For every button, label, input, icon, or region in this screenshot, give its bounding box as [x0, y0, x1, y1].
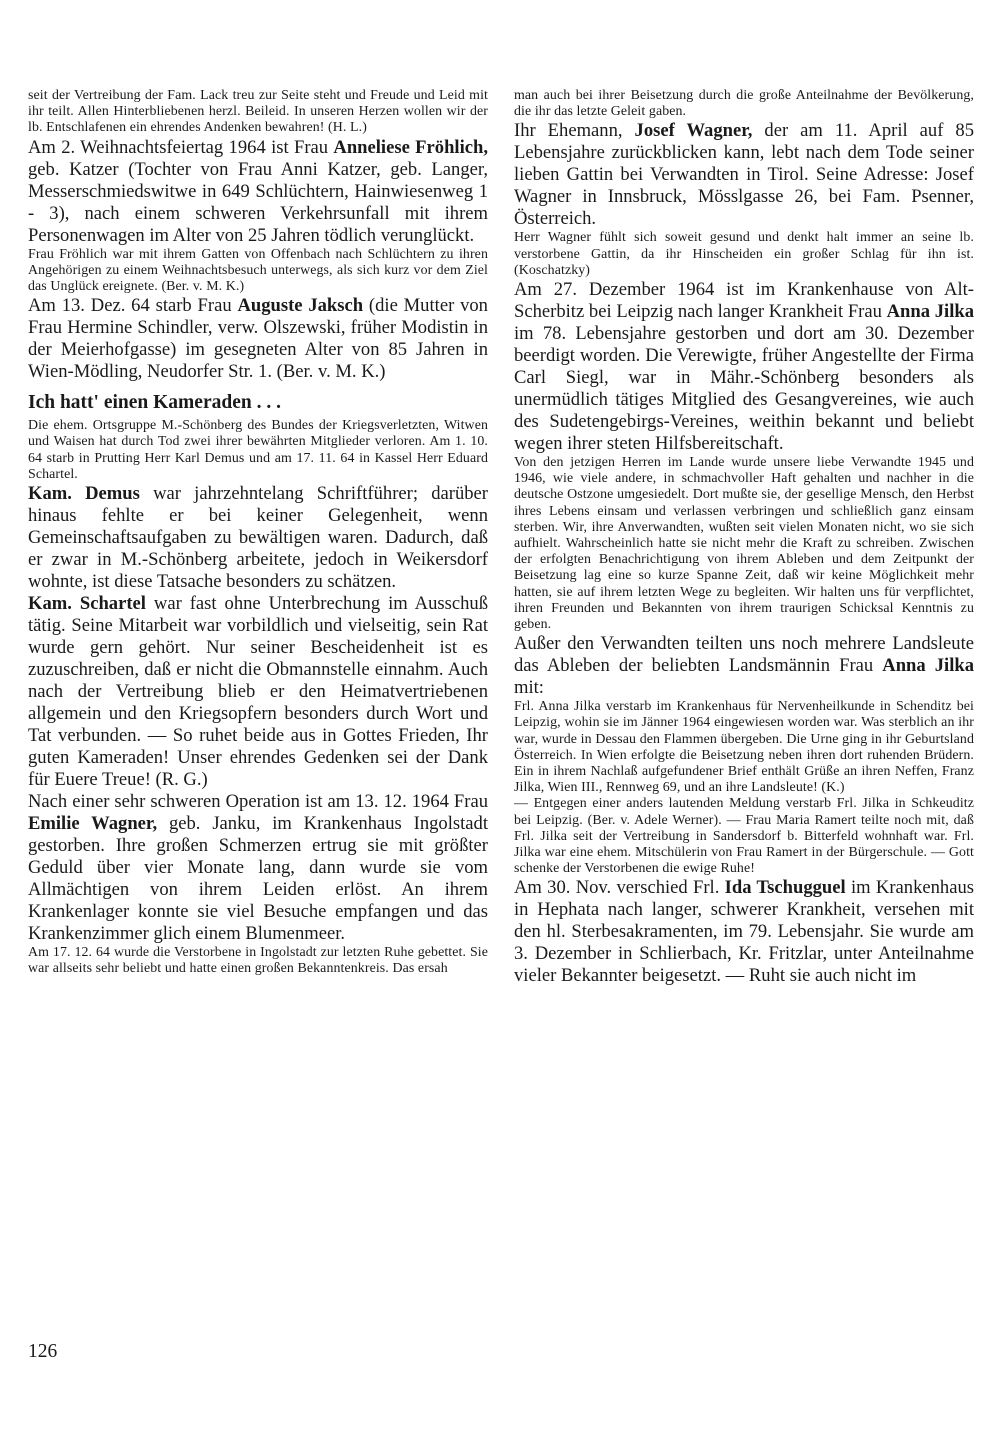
emphasized-name: Anna Jilka: [886, 301, 974, 323]
paragraph: [28, 295, 488, 383]
text-run: Am 13. Dez. 64 starb Frau: [28, 295, 238, 317]
left-column: [28, 88, 488, 1432]
section-heading: [28, 390, 488, 415]
paragraph: [28, 418, 488, 483]
page-number: 126: [28, 1341, 58, 1362]
text-run: man auch bei ihrer Beisetzung durch die große Anteilnahme der Bevölkerung, die ihr das letzte Geleit gaben.: [514, 88, 974, 120]
paragraph: [514, 88, 974, 120]
paragraph: [514, 699, 974, 796]
emphasized-name: Auguste Jaksch: [237, 295, 364, 317]
paragraph: [514, 230, 974, 279]
emphasized-name: Emilie Wagner,: [28, 813, 158, 835]
paragraph: [514, 633, 974, 699]
emphasized-name: Kam. Schartel: [28, 593, 146, 615]
text-run: Nach einer sehr schweren Operation ist am 13. 12. 1964 Frau: [28, 791, 488, 813]
paragraph: [28, 88, 488, 137]
paragraph: [514, 455, 974, 633]
text-run: Von den jetzigen Herren im Lande wurde unsere liebe Verwandte 1945 und 1946, wie viele andere, in schmachvoller Haft gehalten und nachher in die deutsche Ostzone umgesiedelt. Dort mußte sie, der gesellige Mensch, den Herbst ihres Lebens einsam und verlassen verbringen und schließlich ganz einsam sterben. Wir, ihre Anverwandten, wußten seit vielen Monaten nicht, wo sie sich aufhielt. Wahrscheinlich hatte sie nicht mehr die Kraft zu schreiben. Zwischen der erfolgten Benachrichtigung von ihrem Ableben und dem Zeitpunkt der Beisetzung lag eine so kurze Spanne Zeit, daß wir keine Möglichkeit mehr hatten, sie auf ihrem letzten Wege zu begleiten. Wir halten uns für verpflichtet, ihren Freunden und Bekannten von ihrem traurigen Schicksal Kenntnis zu geben.: [514, 455, 974, 633]
emphasized-name: Anna Jilka: [882, 655, 974, 677]
paragraph: [28, 945, 488, 977]
text-run: — Entgegen einer anders lautenden Meldung verstarb Frl. Jilka in Schkeuditz bei Leipzig. (Ber. v. Adele Werner). — Frau Maria Ramert teilte noch mit, daß Frl. Jilka seit der Vertreibung in Sandersdorf b. Bitterfeld wohnhaft war. Frl. Jilka war eine ehem. Mitschülerin von Frau Ramert in der Bürgerschule. — Gott schenke der Verstorbenen die ewige Ruhe!: [514, 796, 974, 877]
text-run: Die ehem. Ortsgruppe M.-Schönberg des Bundes der Kriegsverletzten, Witwen und Waisen hat durch Tod zwei ihrer bewährten Mitglieder verloren. Am 1. 10. 64 starb in Prutting Herr Karl Demus und am 17. 11. 64 in Kassel Herr Eduard Schartel.: [28, 418, 488, 482]
text-run: mit:: [514, 677, 544, 699]
paragraph: [514, 120, 974, 230]
text-run: geb. Katzer (Tochter von Frau Anni Katzer, geb. Langer, Messerschmiedswitwe in 649 Schlüchtern, Hainwiesenweg 1 - 3), nach einem schweren Verkehrsunfall mit ihrem Personenwagen im Alter von 25 Jahren tödlich verunglückt.: [28, 158, 488, 246]
text-run: Frau Fröhlich war mit ihrem Gatten von Offenbach nach Schlüchtern zu ihren Angehörigen zu einem Weihnachtsbesuch unterwegs, als sich kurz vor dem Ziel das Unglück ereignete. (Ber. v. M. K.): [28, 246, 488, 295]
emphasized-name: Ida Tschugguel: [724, 877, 846, 899]
text-run: (die Mutter von Frau Hermine Schindler, verw. Olszewski, früher Modistin in der Meierhofgasse) im gesegneten Alter von 85 Jahren in Wien-Mödling, Neudorfer Str. 1. (Ber. v. M. K.): [28, 295, 488, 383]
paragraph: [514, 279, 974, 455]
emphasized-name: Anneliese Fröhlich,: [333, 136, 488, 158]
text-run: Am 17. 12. 64 wurde die Verstorbene in Ingolstadt zur letzten Ruhe gebettet. Sie war allseits sehr beliebt und hatte einen großen Bekanntenkreis. Das ersah: [28, 945, 488, 977]
paragraph: [28, 247, 488, 296]
emphasized-name: Ich hatt' einen Kameraden . . .: [28, 392, 281, 414]
text-run: Am 27. Dezember 1964 ist im Krankenhause von Alt-Scherbitz bei Leipzig nach langer Krankheit Frau: [514, 279, 974, 323]
paragraph: [28, 593, 488, 791]
text-run: war jahrzehntelang Schriftführer; darüber hinaus fehlte er bei keiner Gelegenheit, wenn Gemeinschaftsaufgaben zu bewältigen waren. Dadurch, daß er zwar in M.-Schönberg arbeitete, jedoch in Weikersdorf wohnte, ist diese Tatsache besonders zu schätzen.: [28, 483, 488, 593]
text-run: seit der Vertreibung der Fam. Lack treu zur Seite steht und Freude und Leid mit ihr teilt. Allen Hinterbliebenen herzl. Beileid. In unseren Herzen wollen wir der lb. Entschlafenen ein ehrendes Andenken bewahren! (H. L.): [28, 88, 488, 136]
text-run: Am 30. Nov. verschied Frl.: [514, 877, 725, 899]
paragraph: [514, 877, 974, 987]
emphasized-name: Josef Wagner,: [634, 120, 753, 142]
paragraph: [28, 791, 488, 945]
text-run: Ihr Ehemann,: [514, 120, 635, 142]
text-run: Frl. Anna Jilka verstarb im Krankenhaus für Nervenheilkunde in Schenditz bei Leipzig, wohin sie im Jänner 1964 eingewiesen worden war. Was sterblich an ihr war, wurde in Dessau den Flammen übergeben. Die Urne ging in ihr Geburtsland Österreich. In Wien erfolgte die Beisetzung neben ihren dort ruhenden Brüdern. Ein in ihrem Nachlaß aufgefundener Brief enthält Grüße an ihren Neffen, Franz Jilka, Wien III., Rennweg 69, und an ihre Landsleute! (K.): [514, 699, 974, 796]
emphasized-name: Kam. Demus: [28, 483, 140, 505]
text-run: im 78. Lebensjahre gestorben und dort am 30. Dezember beerdigt worden. Die Verewigte, früher Angestellte der Firma Carl Siegl, war in Mähr.-Schönberg besonders als unermüdlich tätiges Mitglied des Gesangvereines, wie auch des Sudetengebirgs-Vereines, weithin bekannt und beliebt wegen ihrer steten Hilfsbereitschaft.: [514, 323, 974, 455]
text-run: im Krankenhaus in Hephata nach langer, schwerer Krankheit, versehen mit den hl. Sterbesakramenten, im 79. Lebensjahr. Sie wurde am 3. Dezember in Schlierbach, Kr. Fritzlar, unter Anteilnahme vieler Bekannter beigesetzt. — Ruht sie auch nicht im: [514, 877, 974, 987]
paragraph: [28, 483, 488, 593]
paragraph: [514, 796, 974, 877]
text-run: Am 2. Weihnachtsfeiertag 1964 ist Frau: [28, 136, 334, 158]
text-run: Herr Wagner fühlt sich soweit gesund und denkt halt immer an seine lb. verstorbene Gattin, da ihr Hinscheiden ein großer Schlag für ihn ist. (Koschatzky): [514, 230, 974, 278]
right-column: [514, 88, 974, 1432]
text-run: der am 11. April auf 85 Lebensjahre zurückblicken kann, lebt nach dem Tode seiner lieben Gattin bei Verwandten in Tirol. Seine Adresse: Josef Wagner in Innsbruck, Mösslgasse 26, bei Fam. Psenner, Österreich.: [514, 120, 974, 230]
text-run: war fast ohne Unterbrechung im Ausschuß tätig. Seine Mitarbeit war vorbildlich und vielseitig, sein Rat wurde gern gehört. Nur seiner Bescheidenheit ist es zuzuschreiben, daß er nicht die Obmannstelle einnahm. Auch nach der Vertreibung blieb er den Heimatvertriebenen allgemein und den Kriegsopfern besonders durch Wort und Tat verbunden. — So ruhet beide aus in Gottes Frieden, Ihr guten Kameraden! Unser ehrendes Gedenken sei der Dank für Euere Treue! (R. G.): [28, 593, 489, 791]
text-run: Außer den Verwandten teilten uns noch mehrere Landsleute das Ableben der beliebten Landsmännin Frau: [514, 633, 974, 677]
paragraph: [28, 137, 488, 247]
text-run: geb. Janku, im Krankenhaus Ingolstadt gestorben. Ihre großen Schmerzen ertrug sie mit größter Geduld über vier Monate lang, dann wurde sie vom Allmächtigen von ihrem Leiden erlöst. An ihrem Krankenlager konnte sie viel Besuche empfangen und das Krankenzimmer glich einem Blumenmeer.: [28, 813, 488, 945]
